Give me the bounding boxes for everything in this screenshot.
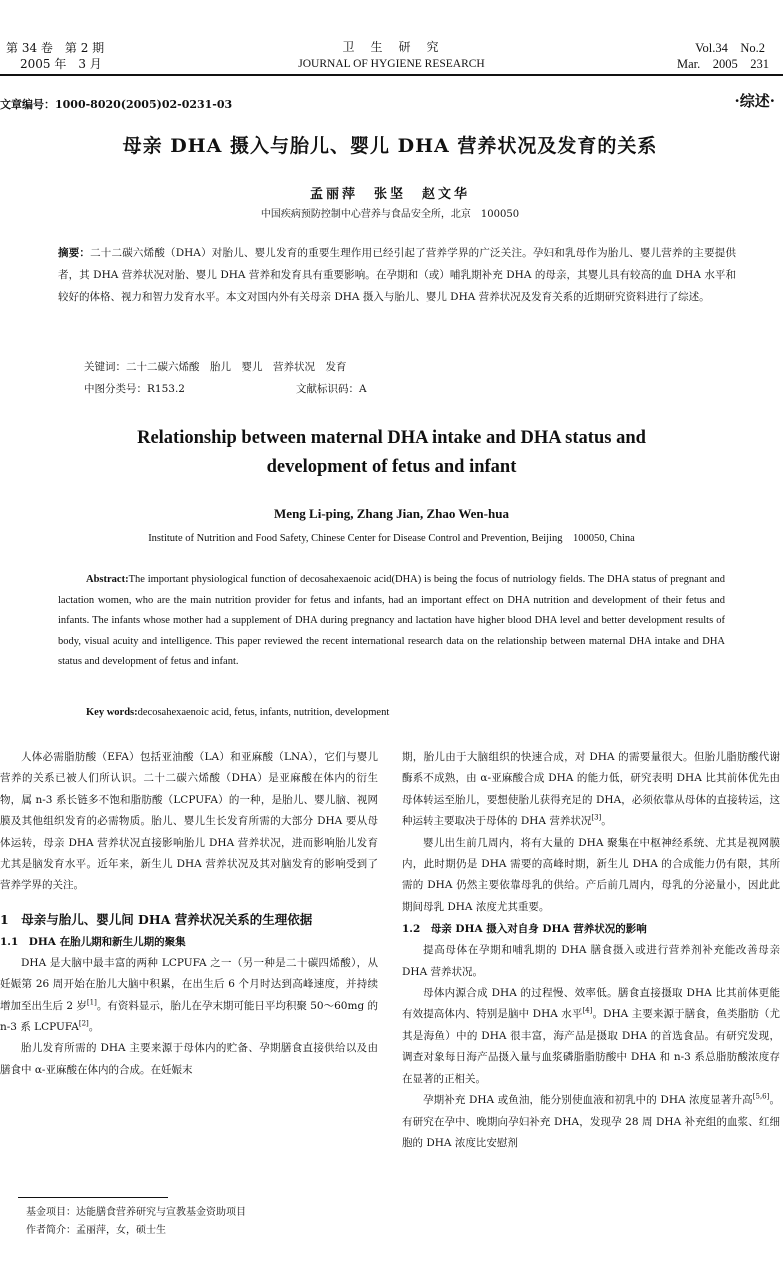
keywords-en-label: Key words: bbox=[86, 707, 138, 718]
citation-ref: [1] bbox=[86, 998, 97, 1007]
citation-ref: [4] bbox=[582, 1006, 593, 1015]
section-1-1-paragraph-2-continued bbox=[402, 747, 780, 833]
header-journal-en: JOURNAL OF HYGIENE RESEARCH bbox=[298, 58, 485, 70]
article-title-en-line2: development of fetus and infant bbox=[266, 457, 517, 477]
footnote-rule bbox=[18, 1197, 168, 1198]
citation-ref: [5,6] bbox=[752, 1092, 770, 1101]
left-column bbox=[0, 747, 378, 1081]
section-1-heading: 1 母亲与胎儿、婴儿间 DHA 营养状况关系的生理依据 bbox=[0, 911, 313, 927]
clc-number: 中图分类号：R153.2 bbox=[84, 383, 185, 395]
text-run: 。有资料显示，胎儿在孕末期可能日平均积聚 50～60mg 的 n-3 系 LCPUFA bbox=[0, 999, 379, 1034]
keywords-en bbox=[86, 707, 389, 718]
article-number: 文章编号：1000-8020(2005)02-0231-03 bbox=[0, 98, 233, 111]
citation-ref: [2] bbox=[78, 1019, 89, 1028]
keywords-cn: 关键词：二十二碳六烯酸 胎儿 婴儿 营养状况 发育 bbox=[84, 361, 347, 373]
text-run: 母体内源合成 DHA 的过程慢、效率低。膳食直接摄取 DHA 比其前体更能有效提高体内、特别是脑中 DHA 水平 bbox=[402, 987, 780, 1021]
abstract-cn bbox=[58, 242, 736, 308]
affiliation-en: Institute of Nutrition and Food Safety, Chinese Center for Disease Control and Prevention, Beijing 100050, China bbox=[148, 533, 635, 544]
text-run: 期，胎儿由于大脑组织的快速合成，对 DHA 的需要量很大。但胎儿脂肪酸代谢酶系不成熟，由 α-亚麻酸合成 DHA 的能力低，研究表明 DHA 比其前体优先由母体转运至胎儿，要想使胎儿获得充足的 DHA，必须依靠从母体的直接转运，这种运转主要取决于母体的 DHA 营养状况 bbox=[402, 751, 780, 828]
text-run: 。 bbox=[88, 1021, 100, 1034]
header-volume-en: Vol.34 No.2 bbox=[695, 41, 765, 55]
section-1-1-paragraph-2: 胎儿发育所需的 DHA 主要来源于母体内的贮备、孕期膳食直接供给以及由膳食中 α-亚麻酸在体内的合成。在妊娠末 bbox=[0, 1042, 378, 1076]
section-1-2-heading: 1.2 母亲 DHA 摄入对自身 DHA 营养状况的影响 bbox=[402, 923, 647, 936]
text-run: 孕期补充 DHA 或鱼油，能分别使血液和初乳中的 DHA 浓度显著升高 bbox=[423, 1094, 753, 1107]
section-tag: ·综述· bbox=[734, 92, 775, 110]
article-title-en bbox=[30, 424, 753, 482]
section-1-2-paragraph-2 bbox=[402, 983, 780, 1090]
authors-en: Meng Li-ping, Zhang Jian, Zhao Wen-hua bbox=[274, 506, 509, 521]
footnote-author: 作者简介：孟丽萍，女，硕士生 bbox=[26, 1225, 166, 1236]
section-1-2-paragraph-1: 提高母体在孕期和哺乳期的 DHA 膳食摄入或进行营养剂补充能改善母亲 DHA 营养状况。 bbox=[402, 944, 780, 978]
intro-paragraph: 人体必需脂肪酸（EFA）包括亚油酸（LA）和亚麻酸（LNA），它们与婴儿营养的关系已被人们所认识。二十二碳六烯酸（DHA）是亚麻酸在体内的衍生物，属 n-3 系长链多不饱和脂肪酸（LCPUFA）的一种，是胎儿、婴儿脑、视网膜及其他组织发育的必需物质。胎儿、婴儿生长发育所需的大部分 DHA 要从母体运转，母亲 DHA 营养状况直接影响胎儿 DHA 营养状况，进而影响胎儿发育尤其是脑发育水平。近年来，新生儿 DHA 营养状况及其对脑发育的影响受到了营养学界的关注。 bbox=[0, 751, 378, 892]
header-volume-cn: 第 34 卷 第 2 期 bbox=[6, 41, 105, 55]
affiliation-cn: 中国疾病预防控制中心营养与食品安全所，北京 100050 bbox=[260, 209, 520, 220]
abstract-en-text: The important physiological function of decosahexaenoic acid(DHA) is being the focus of nutriology fields. The DHA status of pregnant and lactation women, who are the main nutrition provider for fetus and infants, had an important effect on DHA nutrition and development of their fetus and infants. The infants whose mother had a supplement of DHA during pregnancy and lactation have higher blood DHA level and better development results of body, visual acuity and intelligence. This paper reviewed the recent international research data on the relationship between maternal DHA intake and DHA status and development of fetus and infant. bbox=[58, 574, 725, 667]
abstract-en-label: Abstract: bbox=[86, 574, 129, 585]
header-journal-cn: 卫 生 研 究 bbox=[342, 40, 441, 54]
authors-cn: 孟丽萍 张坚 赵文华 bbox=[309, 187, 470, 202]
article-title-en-line1: Relationship between maternal DHA intake and DHA status and bbox=[137, 428, 646, 448]
section-1-2-paragraph-3 bbox=[402, 1090, 780, 1154]
section-1-1-heading: 1.1 DHA 在胎儿期和新生儿期的聚集 bbox=[0, 935, 186, 948]
text-run: DHA 是大脑中最丰富的两种 LCPUFA 之一（另一种是二十碳四烯酸），从妊娠第 26 周开始在胎儿大脑中积累，在出生后 6 个月时达到高峰速度，并持续增加至出生后 2 岁 bbox=[0, 956, 378, 1012]
section-1-1-paragraph-1 bbox=[0, 953, 378, 1039]
text-run: 。 bbox=[601, 815, 612, 828]
footnote-funding: 基金项目：达能膳食营养研究与宣教基金资助项目 bbox=[26, 1207, 246, 1218]
abstract-en bbox=[58, 570, 725, 673]
text-run: 。DHA 主要来源于膳食，鱼类脂肪（尤其是海鱼）中的 DHA 很丰富，海产品是摄取 DHA 的首选食品。有研究发现，调查对象每日海产品摄入量与血浆磷脂脂肪酸中 DHA 和 n-3 系总脂肪酸浓度存在显著的正相关。 bbox=[402, 1008, 780, 1085]
header-date-en: Mar. 2005 231 bbox=[676, 57, 769, 71]
keywords-en-text: decosahexaenoic acid, fetus, infants, nutrition, development bbox=[137, 707, 390, 718]
document-code: 文献标识码：A bbox=[296, 383, 367, 395]
abstract-cn-text: 二十二碳六烯酸（DHA）对胎儿、婴儿发育的重要生理作用已经引起了营养学界的广泛关注。孕妇和乳母作为胎儿、婴儿营养的主要提供者，其 DHA 营养状况对胎、婴儿 DHA 营养和发育具有重要影响。在孕期和（或）哺乳期补充 DHA 的母亲，其婴儿具有较高的血 DHA 水平和较好的体格、视力和智力发育水平。本文对国内外有关母亲 DHA 摄入与胎儿、婴儿 DHA 营养状况及发育关系的近期研究资料进行了综述。 bbox=[58, 247, 737, 303]
citation-ref: [3] bbox=[591, 813, 602, 822]
header-date-cn: 2005 年 3 月 bbox=[20, 57, 102, 71]
section-1-1-paragraph-3: 婴儿出生前几周内，将有大量的 DHA 聚集在中枢神经系统、尤其是视网膜内，此时期仍是 DHA 需要的高峰时期，新生儿 DHA 的合成能力仍有限，其所需的 DHA 仍然主要依靠母乳的供给。产后前几周内，母乳的分泌量小，因此此期间母乳 DHA 浓度尤其重要。 bbox=[402, 836, 780, 913]
right-column bbox=[402, 747, 780, 1154]
abstract-cn-label: 摘要： bbox=[58, 247, 91, 259]
article-title-cn: 母亲 DHA 摄入与胎儿、婴儿 DHA 营养状况及发育的关系 bbox=[122, 135, 658, 157]
header-rule bbox=[0, 74, 783, 76]
text-run: 。有研究在孕中、晚期向孕妇补充 DHA，发现孕 28 周 DHA 补充组的血浆、红细胞的 DHA 浓度比安慰剂 bbox=[402, 1094, 780, 1149]
